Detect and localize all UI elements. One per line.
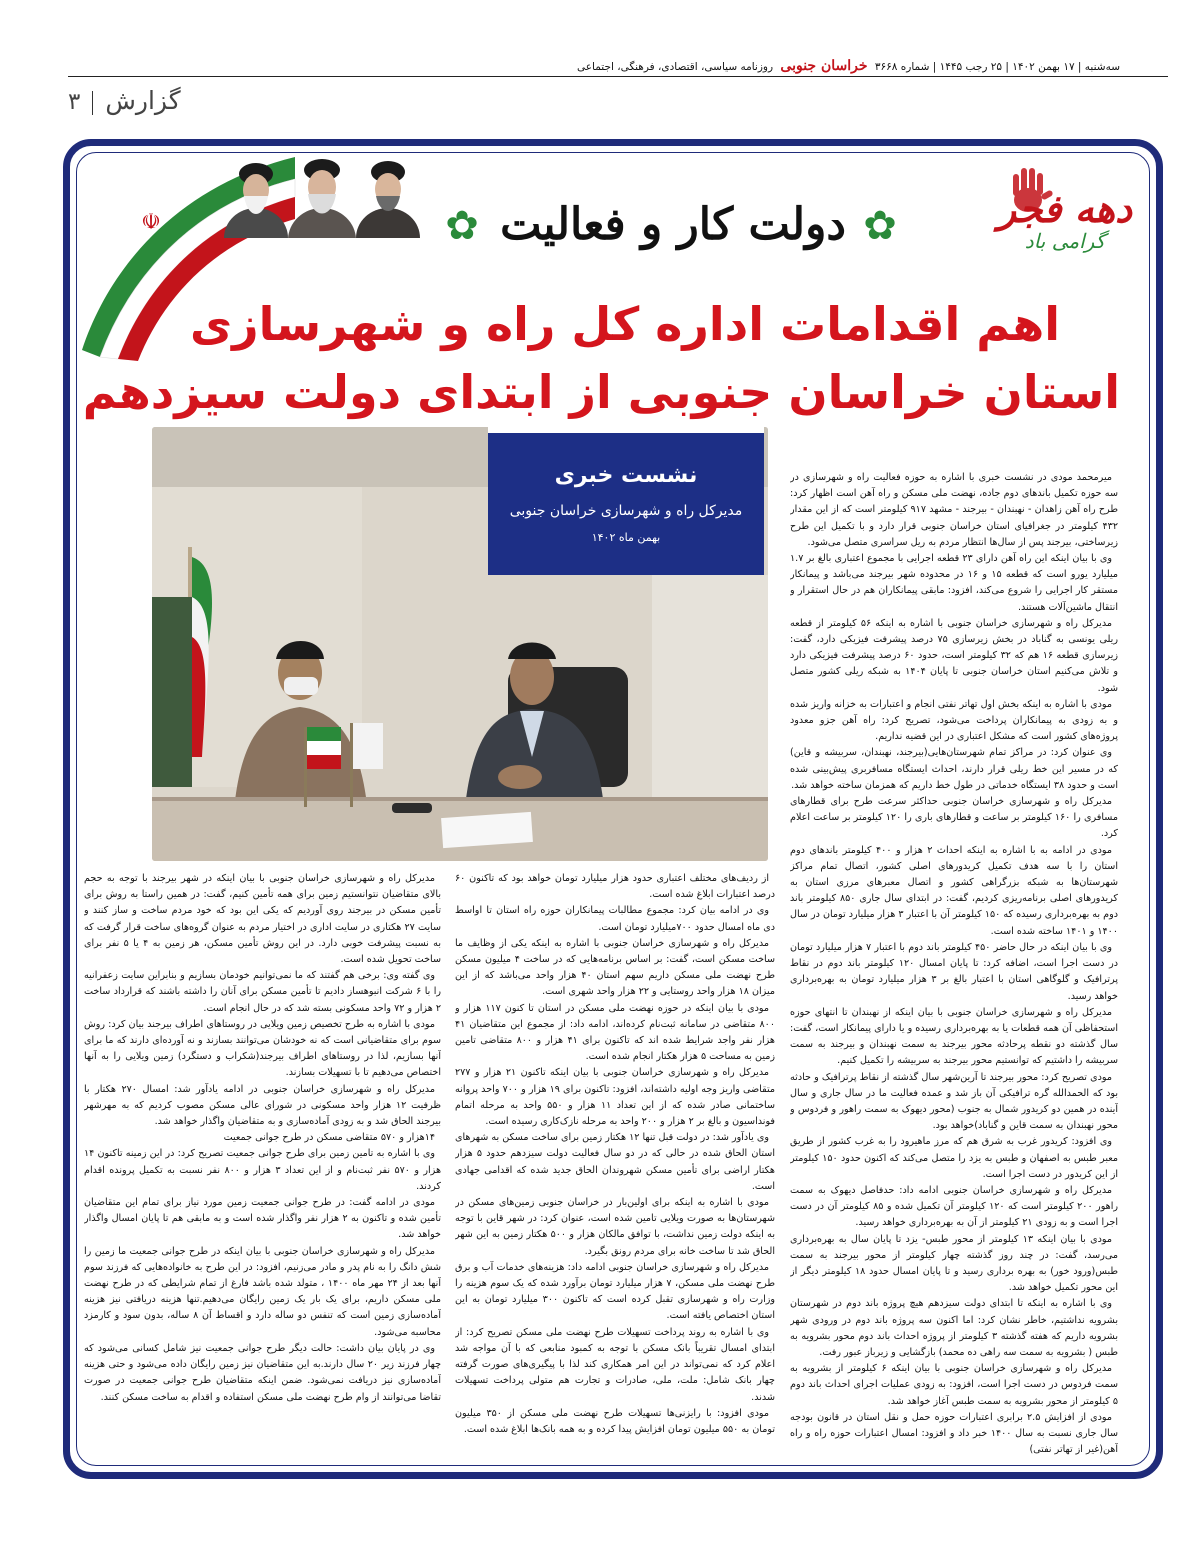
press-conference-scene	[152, 427, 768, 861]
paragraph: وی با بیان اینکه در حال حاضر ۴۵۰ کیلومتر باند دوم با اعتبار ۷ هزار میلیارد تومان در دست اجرا است، اضافه کرد: تا پایان امسال ۱۲۰ کیلومتر باند دوم در نقاط پرترافیک و گلوگاهی استان با اعتبار بالغ بر ۳ هزار میلیارد تومان به بهره‌برداری خواهد رسید.	[790, 941, 1118, 1002]
paragraph: مدیرکل راه و شهرسازی خراسان جنوبی ادامه داد: حدفاصل دیهوک به سمت راهور ۲۰۰ کیلومتر است که ۱۲۰ کیلومتر آن تکمیل شده و ۸۵ کیلومتر آن در دست اجرا است و به زودی ۲۱ کیلومتر از آن به بهره‌برداری خواهد رسید.	[790, 1184, 1118, 1229]
paper-description: روزنامه سیاسی، اقتصادی، فرهنگی، اجتماعی	[577, 61, 774, 73]
slogan-title: دولت کار و فعالیت	[500, 199, 846, 250]
paragraph: وی با بیان اینکه این راه آهن دارای ۲۳ قطعه اجرایی با مجموع اعتباری بالغ بر ۱.۷ میلیارد یورو است که قطعه ۱۵ و ۱۶ در محدوده شهر بیرجند می‌باشد و پیمانکار مستقر کار اجرایی را شروع می‌کند، افزود: مابقی پیمانکاران هم در حال استقرار و انتقال ماشین‌آلات هستند.	[790, 553, 1118, 613]
paragraph: مدیرکل راه و شهرسازی خراسان جنوبی با بیان اینکه در شهر بیرجند با توجه به حجم بالای متقاضیان نتوانستیم زمین برای همه تأمین کنیم، گفت: در همین راستا به روش برای تأمین مسکن در بیرجند روی آوردیم که یکی این بود که خود مردم ساخت و ساز کنند و سایت ۲۷ هکتاری در سایت اداری در اختیار مردم به عنوان گروه‌های ساخت قرار گرفت که به نسبت پیشرفت خوبی دارد. در این روش تأمین مسکن، هر زمین به ۴ یا ۵ نفر برای ساخت تحویل شده است.	[84, 873, 441, 966]
paragraph: مدیرکل راه و شهرسازی خراسان جنوبی با بیان اینکه در طرح جوانی جمعیت ما زمین را شش دانگ را به نام پدر و مادر می‌زنیم، افزود: در این طرح به خانواده‌هایی که فرزند سوم آنها بعد از ۲۴ مهر ماه ۱۴۰۰ ، متولد شده باشد فارغ از تمام شرایطی که در طرح نهضت ملی مسکن داریم، برای یک بار یک زمین رایگان می‌دهیم.تنها هزینه دریافتی نیز هزینه آماده‌سازی زمین است که تنفس دو ساله دارد و اقساط آن ۸ ساله، بدون سود و کارمزد محاسبه می‌شود.	[84, 1245, 441, 1338]
flower-ornament-icon: ✿	[863, 203, 897, 249]
paragraph: مودی در ادامه گفت: در طرح جوانی جمعیت زمین مورد نیاز برای تمام این متقاضیان تأمین شده و تاکنون به ۲ هزار نفر واگذار شده است و به مابقی هم تا پایان امسال واگذار خواهد شد.	[84, 1197, 441, 1241]
paragraph: وی عنوان کرد: در مراکز تمام شهرستان‌هایی(بیرجند، نهبندان، سربیشه و قاین) که در مسیر این خط ریلی قرار دارند، احداث ایستگاه مسافربری پیش‌بینی شده است و حدود ۳۸ ایستگاه خدماتی در طول خط داریم که همزمان ساخته خواهد شد.	[790, 747, 1118, 791]
paragraph: مدیرکل راه و شهرسازی خراسان جنوبی حداکثر سرعت طرح برای قطارهای مسافری را ۱۶۰ کیلومتر بر ساعت و قطارهای باری را ۱۲۰ کیلومتر بر ساعت اعلام کرد.	[790, 796, 1118, 840]
paragraph: مودی با بیان اینکه در حوزه نهضت ملی مسکن در استان تا کنون ۱۱۷ هزار و ۸۰۰ متقاضی در سامانه ثبت‌نام کرده‌اند، ادامه داد: از مجموع این متقاضیان ۴۱ هزار نفر واجد شرایط شده اند که تاکنون برای ۴۱ هزار و ۸۰۰ متقاضی تامین زمین به مساحت ۵ هزار هکتار انجام شده است.	[455, 1002, 775, 1063]
masthead-line	[430, 58, 1120, 76]
paragraph: وی در پایان بیان داشت: حالت دیگر طرح جوانی جمعیت نیز شامل کسانی می‌شود که چهار فرزند زیر ۲۰ سال دارند.به این متقاضیان نیز زمین رایگان داده می‌شود و حتی هزینه آماده‌سازی نیز دریافت نمی‌شود. ضمن اینکه متقاضیان طرح جوانی جمعیت در صورت تقاضا می‌توانند از وام طرح نهضت ملی مسکن استفاده و اقدام به ساخت مسکن کنند.	[84, 1342, 441, 1403]
iran-emblem-icon: ☫	[141, 210, 161, 235]
paragraph: مودی با اشاره به اینکه بخش اول تهاتر نفتی انجام و اعتبارات به خزانه واریز شده و به زودی به پیمانکاران پرداخت می‌شود، تصریح کرد: راه آهن جزو معدود پروژه‌های کشور است که مشکل اعتباری در این قضیه نداریم.	[790, 698, 1118, 743]
flower-ornament-icon: ✿	[445, 203, 479, 249]
paragraph: وی با اشاره به روند پرداخت تسهیلات طرح نهضت ملی مسکن تصریح کرد: از ابتدای امسال تقریباً بانک مسکن با توجه به کمبود منابعی که با آن مواجه شد اعلام کرد که نمی‌تواند در این امر همکاری کند لذا با پیگیری‌های صورت گرفته چهار بانک شامل: ملت، ملی، صادرات و تجارت هم متولی پرداخت تسهیلات شدند.	[455, 1326, 775, 1403]
paragraph: مدیرکل راه و شهرسازی خراسان جنوبی ادامه داد: هزینه‌های خدمات آب و برق طرح نهضت ملی مسکن، ۷ هزار میلیارد تومان برآورد شده که یک سوم هزینه را وزارت راه و شهرسازی تقبل کرده است که تاکنون ۳۰۰ میلیارد تومان به این استان اختصاص یافته است.	[455, 1261, 775, 1322]
paragraph: وی با اشاره به اینکه تا ابتدای دولت سیزدهم هیچ پروژه باند دوم در شهرستان بشرویه نداشتیم، خاطر نشان کرد: اما اکنون سه پروژه باند دوم در ورودی شهر بشرویه داریم که هفته گذشته ۳ کیلومتر از پروژه احداث باند دوم محور بشرویه به طبس ( بشرویه به سمت سه راهی ده محمد) بازگشایی و زیرباز عبور رفت.	[790, 1298, 1118, 1358]
paragraph: مودی در ادامه به با اشاره به اینکه احداث ۲ هزار و ۴۰۰ کیلومتر باندهای دوم استان را با سه هدف تکمیل کریدورهای اصلی کشور، اتصال تمام مراکز شهرستان‌ها به شبکه بزرگراهی کشور و اتصال معبرهای مرزی استان به کریدورهای اصلی برنامه‌ریزی کردیم، گفت: در ابتدای سال جاری ۸۵۰ کیلومتر باند دوم به بهره‌برداری رسیده که ۱۵۰ کیلومتر آن با اعتبار ۳ هزار میلیارد تومان در سال ۱۴۰۰ و ۱۴۰۱ ساخته شده است.	[790, 844, 1118, 937]
fajr-logo-title: دهه فجر	[997, 186, 1133, 231]
paragraph: مودی افزود: با رایزنی‌ها تسهیلات طرح نهضت ملی مسکن از ۳۵۰ میلیون تومان به ۵۵۰ میلیون تومان افزایش پیدا کرده و به همه بانک‌ها ابلاغ شده است.	[455, 1407, 775, 1435]
headline-line-2: استان خراسان جنوبی از ابتدای دولت سیزدهم	[82, 365, 1120, 419]
subheading: ۱۴هزار و ۵۷۰ متقاضی مسکن در طرح جوانی جمعیت	[223, 1132, 435, 1144]
paragraph: میرمحمد مودی در نشست خبری با اشاره به حوزه فعالیت راه و شهرسازی در سه حوزه تکمیل باندهای دوم جاده، نهضت ملی مسکن و راه آهن است اظهار کرد: طرح راه آهن زاهدان - نهبندان - بیرجند - مشهد ۹۱۷ کیلومتر است که از این مقدار ۴۳۲ کیلومتر در جغرافیای استان خراسان جنوبی قرار دارد و با تکمیل این طرح زیرساختی، بیرجند پس از سال‌ها انتظار مردم به ریل سراسری متصل می‌شود.	[790, 472, 1118, 548]
paragraph: وی گفته وی: برخی هم گفتند که ما نمی‌توانیم خودمان بسازیم و بنابراین سایت زعفرانیه را با ۶ شرکت انبوهساز دادیم تا تأمین مسکن برای آنان را داشته باشند که قرارداد ساخت ۲ هزار و ۷۲ واحد مسکونی بسته شد که در حال انجام است.	[84, 970, 441, 1014]
paragraph: از ردیف‌های مختلف اعتباری حدود هزار میلیارد تومان خواهد بود که تاکنون ۶۰ درصد اعتبارات ابلاغ شده است.	[455, 873, 775, 901]
paragraph: وی با اشاره به تامین زمین برای طرح جوانی جمعیت تصریح کرد: در این زمینه تاکنون ۱۴ هزار و ۵۷۰ نفر ثبت‌نام و از این تعداد ۳ هزار و ۸۰۰ نفر نسبت به تکمیل پرونده اقدام کردند.	[84, 1148, 441, 1192]
paragraph: وی در ادامه بیان کرد: مجموع مطالبات پیمانکاران حوزه راه استان تا اواسط دی ماه امسال حدود ۷۰۰میلیارد تومان است.	[455, 905, 775, 933]
paragraph: مودی تصریح کرد: محور بیرجند تا آرین‌شهر سال گذشته از نقاط پرترافیک و حادثه بود که الحمدالله گره ترافیکی آن باز شد و عمده فعالیت ما در سال جاری و سال آینده در همین دو کریدور شمال به جنوب (محور دیهوک به سمت راهور و فردوس و محور نهبندان به سمت قاین و گناباد)خواهد بود.	[790, 1071, 1118, 1132]
screen-date: بهمن ماه ۱۴۰۲	[591, 531, 661, 544]
screen-title: نشست خبری	[554, 463, 698, 488]
paragraph: مودی با بیان اینکه ۱۳ کیلومتر از محور طبس- یزد تا پایان سال به بهره‌برداری می‌رسد، گفت: در چند روز گذشته چهار کیلومتر از محور بیرجند به سمت طبس(ورود خور) به بهره برداری رسید و تا پایان امسال حدود ۱۸ کیلومتر دیگر از این محور تکمیل خواهد شد.	[790, 1233, 1118, 1294]
leaders-portraits-image	[222, 150, 422, 238]
masthead-rule	[68, 76, 1168, 77]
page-number: ۳	[68, 89, 81, 115]
paragraph: مدیرکل راه و شهرسازی خراسان جنوبی با بیان اینکه تاکنون ۲۱ هزار و ۲۷۷ متقاضی واریز وجه اولیه داشته‌اند، افزود: تاکنون برای ۱۹ هزار و ۷۰۰ واحد پروانه ساختمانی صادر شده که از این تعداد ۱۱ هزار و ۵۵۰ واحد به مرحله اتمام فونداسیون و بالغ بر ۲ هزار و ۲۰۰ واحد به مرحله نازک‌کاری رسیده است.	[455, 1067, 775, 1128]
paragraph: مدیرکل راه و شهرسازی خراسان جنوبی با اشاره به اینکه یکی از وظایف ما ساخت مسکن است، گفت: بر اساس برنامه‌هایی که در ساخت ۴ میلیون مسکن طرح نهضت ملی مسکن داریم سهم استان ۴۰ هزار واحد می‌باشد که از این میزان ۱۸ هزار واحد روستایی و ۲۲ هزار واحد شهری است.	[455, 937, 775, 998]
paragraph: مدیرکل راه و شهرسازی خراسان جنوبی با بیان اینکه ۶ کیلومتر از بشرویه به سمت فردوس در دست اجرا است، افزود: به زودی عملیات اجرای احداث باند دوم ۵ کیلومتر از محور بشرویه به سمت طبس آغاز خواهد شد.	[790, 1363, 1118, 1407]
headline-line-1: اهم اقدامات اداره کل راه و شهرسازی	[190, 297, 1060, 351]
page-section-label	[68, 86, 308, 116]
paragraph: مدیرکل راه و شهرسازی خراسان جنوبی با اشاره به اینکه ۵۶ کیلومتر از قطعه ریلی یونسی به گناباد در بخش زیرسازی ۷۵ درصد پیشرفت فیزیکی دارد، گفت: زیرسازی قطعه ۱۶ هم که ۳۲ کیلومتر است، حدود ۶۰ درصد پیشرفت فیزیکی دارد و تلاش می‌کنیم استان خراسان جنوبی تا پایان ۱۴۰۴ به شبکه ریلی کشور متصل شود.	[790, 617, 1118, 694]
paragraph: مدیرکل راه و شهرسازی خراسان جنوبی با بیان اینکه از نهبندان تا انتهای حوزه استحفاظی آن همه قطعات یا به بهره‌برداری رسیده و یا دارای پیمانکار است، گفت: سال گذشته دو نقطه پرحادثه محور بیرجند به سمت نهبندان و بیرجند به سمت سربیشه را داشتیم که توانستیم محور بیرجند به سربیشه را تکمیل کنیم.	[790, 1006, 1118, 1067]
paragraph: مدیرکل راه و شهرسازی خراسان جنوبی در ادامه یادآور شد: امسال ۲۷۰ هکتار با ظرفیت ۱۲ هزار واحد مسکونی در شورای عالی مسکن مصوب کردیم که به مهرشهر بیرجند الحاق شد و به زودی آماده‌سازی و به متقاضیان واگذار خواهد شد.	[84, 1083, 441, 1128]
article-column-right	[790, 470, 1118, 1464]
issue-date: سه‌شنبه | ۱۷ بهمن ۱۴۰۲ | ۲۵ رجب ۱۴۴۵ | شماره ۳۶۶۸	[874, 61, 1120, 73]
screen-subtitle: مدیرکل راه و شهرسازی خراسان جنوبی	[509, 503, 743, 519]
article-column-middle	[455, 871, 775, 1464]
paragraph: وی یادآور شد: در دولت قبل تنها ۱۲ هکتار زمین برای ساخت مسکن به شهرهای استان الحاق شده در حالی که در دو سال فعالیت دولت سیزدهم حدود ۵ هزار هکتار اراضی برای تأمین مسکن شهروندان الحاق جدید شده که اقدامی جهادی است.	[455, 1132, 775, 1192]
section-divider	[92, 91, 93, 115]
section-name: گزارش	[105, 86, 181, 115]
paper-name: خراسان جنوبی	[780, 58, 868, 74]
paragraph: مودی با اشاره به اینکه برای اولین‌بار در خراسان جنوبی زمین‌های مسکن در شهرستان‌ها به صورت ویلایی تامین شده است، عنوان کرد: در شهر قاین با توجه به اینکه دولت زمین نداشت، با توافق مالکان هزار و ۵۰۰ هکتار زمین به این شهر الحاق شد تا ساخت خانه برای مردم رونق بگیرد.	[455, 1197, 775, 1257]
article-column-left	[84, 871, 441, 1464]
paragraph: مودی با اشاره به طرح تخصیص زمین ویلایی در روستاهای اطراف بیرجند بیان کرد: روش سوم برای متقاضیانی است که نه خودشان می‌توانند بسازند و نه آورده‌ای دارند که ما برای آنها بسازیم، لذا در روستاهای اطراف بیرجند(شکراب و دستگرد) زمین ویلایی را به آنها اختصاص می‌دهیم تا با تسهیلات بسازند.	[84, 1018, 441, 1079]
fajr-logo-subtitle: گرامی باد	[1024, 229, 1106, 253]
paragraph: مودی از افزایش ۲.۵ برابری اعتبارات حوزه حمل و نقل استان در قانون بودجه سال جاری نسبت به سال ۱۴۰۰ خبر داد و افزود: امسال اعتبارات حوزه راه و راه آهن(غیر از تهاتر نفتی)	[790, 1411, 1118, 1456]
press-conference-photo	[152, 427, 768, 861]
paragraph: وی افزود: کریدور غرب به شرق هم که مرز ماهیرود را به غرب کشور از طریق معبر طبس به اصفهان و طبس به یزد را متصل می‌کند که اکنون حدود ۱۵۰ کیلومتر از این کریدور در دست اجرا است.	[790, 1136, 1118, 1180]
